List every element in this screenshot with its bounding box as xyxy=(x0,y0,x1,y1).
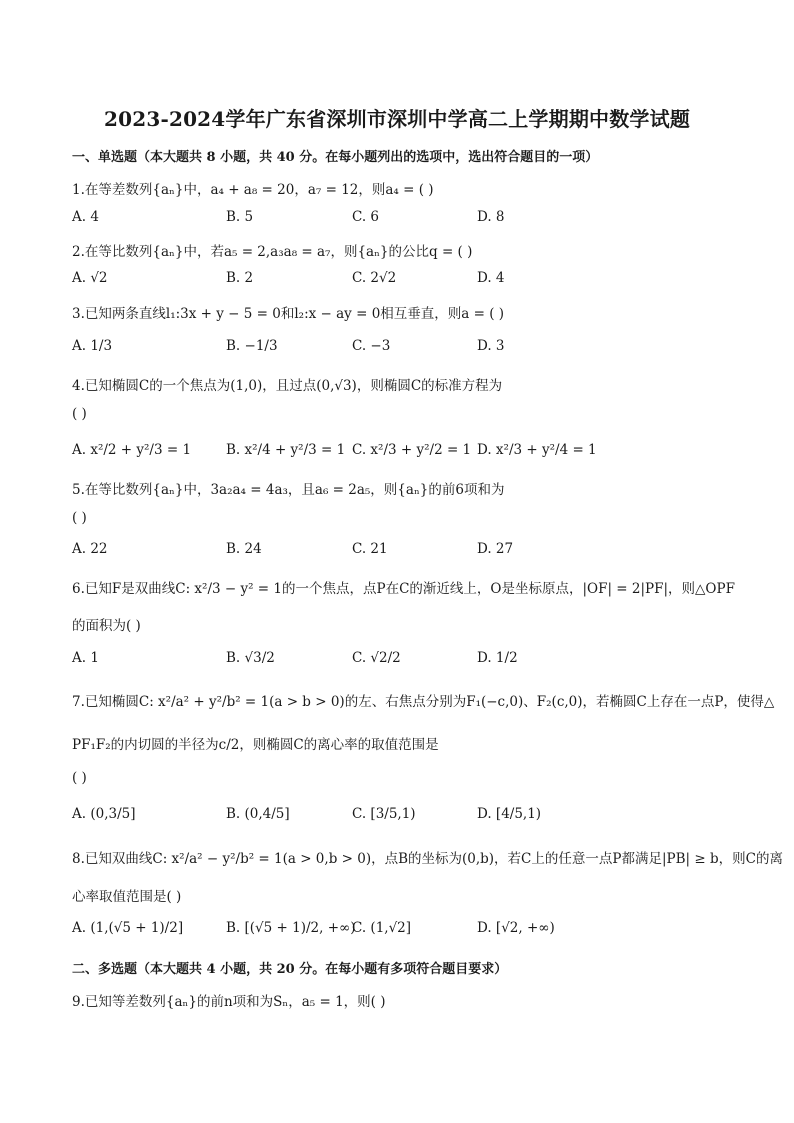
question-7-stem: 7.已知椭圆C: x²/a² + y²/b² = 1(a > b > 0)的左、右焦点分别为F₁(−c,0)、F₂(c,0)，若椭圆C上存在一点P，使得△ xyxy=(72,694,775,710)
question-1-option-a: A. 4 xyxy=(72,209,99,225)
question-4-options xyxy=(72,442,722,464)
question-8-stem: 8.已知双曲线C: x²/a² − y²/b² = 1(a > 0,b > 0)，点B的坐标为(0,b)，若C上的任意一点P都满足|PB| ≥ b，则C的离 xyxy=(72,851,783,867)
question-3-stem: 3.已知两条直线l₁:3x + y − 5 = 0和l₂:x − ay = 0相互垂直，则a = ( ) xyxy=(72,306,505,322)
question-6-stem: 6.已知F是双曲线C: x²/3 − y² = 1的一个焦点，点P在C的渐近线上，O是坐标原点，|OF| = 2|PF|，则△OPF xyxy=(72,581,735,597)
question-4-option-a: A. x²/2 + y²/3 = 1 xyxy=(72,442,192,458)
question-2-option-a: A. √2 xyxy=(72,270,108,286)
question-6-option-b: B. √3/2 xyxy=(226,650,275,666)
question-2-options xyxy=(72,270,722,292)
question-6-option-d: D. 1/2 xyxy=(477,650,518,666)
question-3-option-c: C. −3 xyxy=(352,338,391,354)
section-heading-multiple-choice: 二、多选题（本大题共 4 小题，共 20 分。在每小题有多项符合题目要求） xyxy=(72,962,508,977)
question-5-option-c: C. 21 xyxy=(352,541,388,557)
question-6-options xyxy=(72,650,722,672)
question-8-option-d: D. [√2, +∞) xyxy=(477,920,555,936)
question-1-stem: 1.在等差数列{aₙ}中，a₄ + a₈ = 20，a₇ = 12，则a₄ = ( ) xyxy=(72,182,434,198)
question-3-option-d: D. 3 xyxy=(477,338,505,354)
question-8-stem-line2: 心率取值范围是( ) xyxy=(72,889,182,905)
question-8-option-a: A. (1,(√5 + 1)/2] xyxy=(72,920,184,936)
question-1-option-c: C. 6 xyxy=(352,209,380,225)
question-2-option-b: B. 2 xyxy=(226,270,254,286)
question-5-stem: 5.在等比数列{aₙ}中，3a₂a₄ = 4a₃，且a₆ = 2a₅，则{aₙ}的前6项和为 xyxy=(72,482,505,498)
question-5-option-b: B. 24 xyxy=(226,541,262,557)
page-title: 2023-2024学年广东省深圳市深圳中学高二上学期期中数学试题 xyxy=(103,107,691,131)
question-3-option-a: A. 1/3 xyxy=(72,338,113,354)
question-8-options xyxy=(72,920,722,942)
question-6-option-c: C. √2/2 xyxy=(352,650,401,666)
question-1-option-b: B. 5 xyxy=(226,209,254,225)
question-2-option-d: D. 4 xyxy=(477,270,505,286)
question-5-options xyxy=(72,541,722,563)
question-8-option-b: B. [(√5 + 1)/2, +∞) xyxy=(226,920,356,936)
question-8-option-c: C. (1,√2] xyxy=(352,920,412,936)
question-7-option-c: C. [3/5,1) xyxy=(352,806,416,822)
question-9-stem: 9.已知等差数列{aₙ}的前n项和为Sₙ，a₅ = 1，则( ) xyxy=(72,994,386,1010)
question-2-stem: 2.在等比数列{aₙ}中，若a₅ = 2,a₃a₈ = a₇，则{aₙ}的公比q = ( ) xyxy=(72,244,473,260)
question-3-options xyxy=(72,338,722,360)
question-5-option-a: A. 22 xyxy=(72,541,108,557)
question-7-option-b: B. (0,4/5] xyxy=(226,806,290,822)
question-4-stem: 4.已知椭圆C的一个焦点为(1,0)，且过点(0,√3)，则椭圆C的标准方程为 xyxy=(72,378,503,394)
question-3-option-b: B. −1/3 xyxy=(226,338,278,354)
question-7-option-a: A. (0,3/5] xyxy=(72,806,136,822)
question-2-option-c: C. 2√2 xyxy=(352,270,397,286)
question-5-option-d: D. 27 xyxy=(477,541,514,557)
question-1-option-d: D. 8 xyxy=(477,209,505,225)
question-4-stem-paren: ( ) xyxy=(72,406,87,422)
question-4-option-d: D. x²/3 + y²/4 = 1 xyxy=(477,442,597,458)
question-4-option-c: C. x²/3 + y²/2 = 1 xyxy=(352,442,472,458)
question-7-options xyxy=(72,806,722,828)
question-7-stem-line2: PF₁F₂的内切圆的半径为c/2，则椭圆C的离心率的取值范围是 xyxy=(72,737,439,753)
question-6-option-a: A. 1 xyxy=(72,650,99,666)
question-7-stem-paren: ( ) xyxy=(72,770,87,786)
question-1-options xyxy=(72,209,722,231)
question-5-stem-paren: ( ) xyxy=(72,510,87,526)
section-heading-single-choice: 一、单选题（本大题共 8 小题，共 40 分。在每小题列出的选项中，选出符合题目的一项） xyxy=(72,150,599,165)
question-7-option-d: D. [4/5,1) xyxy=(477,806,542,822)
question-6-stem-line2: 的面积为( ) xyxy=(72,618,141,634)
question-4-option-b: B. x²/4 + y²/3 = 1 xyxy=(226,442,346,458)
